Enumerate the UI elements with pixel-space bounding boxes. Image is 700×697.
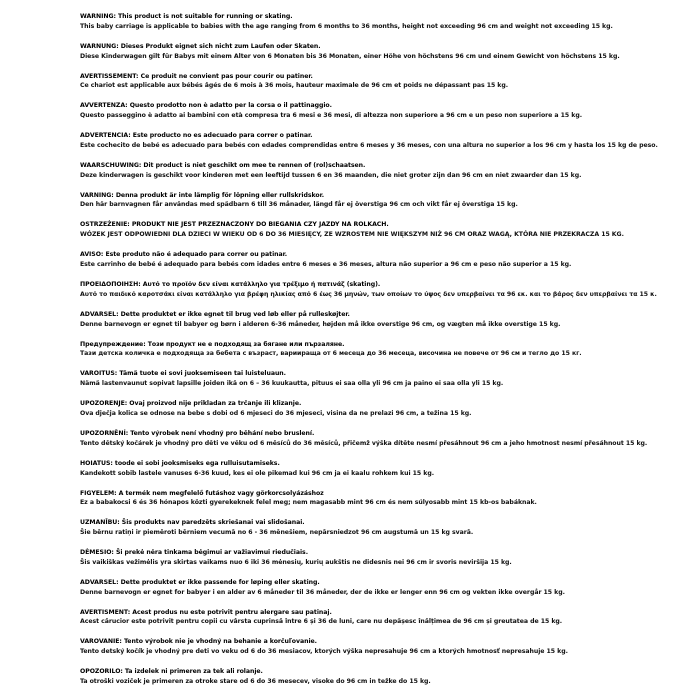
warning-heading: ADVARSEL: Dette produktet er ikke egnet til brug ved løb eller på rulleskøjter. — [80, 310, 350, 318]
warning-block-croatian — [80, 399, 685, 419]
warning-heading: Предупреждение: Този продукт не е подходящ за бягане или пързаляне. — [80, 340, 345, 348]
warning-heading: WARNING: This product is not suitable for running or skating. — [80, 13, 293, 20]
warning-block-norwegian — [80, 578, 685, 598]
warning-text: Denne barnevogn er egnet for babyer i en alder av 6 måneder til 36 måneder, der de ikke er lenger enn 96 cm og vekten ikke overgår 15 kg. — [80, 588, 565, 596]
warning-heading: OPOZORILO: Ta izdelek ni primeren za tek ali rolanje. — [80, 668, 263, 676]
warning-text: Acest cărucior este potrivit pentru copii cu vârsta cuprinsă între 6 și 36 de luni, care nu depășesc înălțimea de 96 cm și greutatea de 15 kg. — [80, 618, 563, 626]
warning-block-slovak — [80, 637, 685, 657]
warning-block-spanish — [80, 131, 685, 151]
warning-text: Denne barnevogn er egnet til babyer og børn i alderen 6-36 måneder, højden må ikke overstige 96 cm, og vægten må ikke overstige 15 kg. — [80, 320, 561, 328]
warning-block-czech — [80, 429, 685, 449]
warning-heading: OSTRZEŻENIE: PRODUKT NIE JEST PRZEZNACZONY DO BIEGANIA CZY JAZDY NA ROLKACH. — [80, 221, 389, 229]
warning-heading: UPOZORENJE: Ovaj proizvod nije prikladan za trčanje ili klizanje. — [80, 400, 302, 408]
warning-heading: HOIATUS: toode ei sobi jooksmiseks ega rulluisutamiseks. — [80, 459, 280, 467]
warning-block-bulgarian — [80, 340, 685, 360]
warning-heading: DĖMESIO: Ši prekė nėra tinkama bėgimui ar važiavimui riedučiais. — [80, 549, 308, 557]
warning-block-lithuanian — [80, 548, 685, 568]
warning-heading: UZMANĪBU: Šis produkts nav paredzēts skriešanai vai slidošanai. — [80, 519, 305, 527]
warning-text: WÓZEK JEST ODPOWIEDNI DLA DZIECI W WIEKU OD 6 DO 36 MIESIĘCY, ZE WZROSTEM NIE WIĘKSZYM NIŻ 96 CM ORAZ WAGĄ, KTÓRA NIE PRZEKRACZA 15 KG. — [80, 231, 624, 239]
warning-text: Questo passeggino è adatto ai bambini con età compresa tra 6 mesi e 36 mesi, di altezza non superiore a 96 cm e un peso non superiore a 15 kg. — [80, 112, 583, 120]
warning-heading: WARNUNG: Dieses Produkt eignet sich nicht zum Laufen oder Skaten. — [80, 42, 321, 50]
warning-text: Tento dětský kočárek je vhodný pro děti ve věku od 6 měsíců do 36 měsíců, přičemž výška dítěte nesmí přesáhnout 96 cm a jeho hmotnost nesmí přesáhnout 15 kg. — [80, 439, 648, 447]
warning-text: Αυτό το παιδικό καροτσάκι είναι κατάλληλο για βρέφη ηλικίας από 6 έως 36 μηνών, των οποίων το ύψος δεν υπερβαίνει τα 96 εκ. και το βάρος δεν υπερβαίνει τα 15 κ. — [80, 290, 657, 298]
warning-text: Ta otroški voziček je primeren za otroke stare od 6 do 36 mesecev, visoke do 96 cm in težke do 15 kg. — [80, 677, 431, 685]
warning-text: Nämä lastenvaunut sopivat lapsille joiden ikä on 6 – 36 kuukautta, pituus ei saa olla yli 96 cm ja paino ei saa olla yli 15 kg. — [80, 380, 504, 388]
warning-block-italian — [80, 101, 685, 121]
warning-heading: VAROVANIE: Tento výrobok nie je vhodný na behanie a korčuľovanie. — [80, 638, 317, 646]
warning-heading: AVISO: Este produto não é adequado para correr ou patinar. — [80, 251, 288, 259]
warning-text: Ova dječja kolica se odnose na bebe s dobi od 6 mjeseci do 36 mjeseci, visina da ne prelazi 96 cm, a težina 15 kg. — [80, 409, 472, 417]
warning-block-hungarian — [80, 489, 685, 509]
warning-heading: ADVERTENCIA: Este producto no es adecuado para correr o patinar. — [80, 132, 313, 140]
warning-heading: VARNING: Denna produkt är inte lämplig för löpning eller rullskridskor. — [80, 191, 325, 199]
warning-text: Tento detský kočík je vhodný pre deti vo veku od 6 do 36 mesiacov, ktorých výška nepresahuje 96 cm a ktorých hmotnosť nepresahuje 15 kg. — [80, 648, 568, 656]
warning-heading: ADVARSEL: Dette produktet er ikke passende for løping eller skating. — [80, 578, 320, 586]
warning-block-german — [80, 42, 685, 62]
warning-block-estonian — [80, 459, 685, 479]
warning-text: Kandekott sobib lastele vanuses 6-36 kuud, kes ei ole pikemad kui 96 cm ja ei kaalu rohkem kui 15 kg. — [80, 469, 435, 477]
warning-text: Ez a babakocsi 6 és 36 hónapos közti gyerekeknek felel meg; nem magasabb mint 96 cm és nem súlyosabb mint 15 kb-os babáknak. — [80, 499, 537, 507]
warning-block-romanian — [80, 608, 685, 628]
warning-text: Ce chariot est applicable aux bébés âgés de 6 mois à 36 mois, hauteur maximale de 96 cm et poids ne dépassant pas 15 kg. — [80, 82, 509, 90]
warning-heading: AVERTISSEMENT: Ce produit ne convient pas pour courir ou patiner. — [80, 72, 313, 80]
warning-block-dutch — [80, 161, 685, 181]
warning-heading: FIGYELEM: A termék nem megfelelő futáshoz vagy görkorcsolyázáshoz — [80, 489, 324, 497]
warning-text: Deze kinderwagen is geschikt voor kinderen met een leeftijd tussen 6 en 36 maanden, die niet groter zijn dan 96 cm en niet zwaarder dan 15 kg. — [80, 171, 582, 179]
warning-block-latvian — [80, 518, 685, 538]
warning-heading: WAARSCHUWING: Dit product is niet geschikt om mee te rennen of (rol)schaatsen. — [80, 161, 366, 169]
warning-block-french — [80, 72, 685, 92]
warning-text: Este carrinho de bebé é adequado para bebés com idades entre 6 meses e 36 meses, altura não superior a 96 cm e peso não superior a 15 kg. — [80, 261, 572, 269]
warning-block-swedish — [80, 191, 685, 211]
warning-block-slovenian — [80, 667, 685, 687]
warning-text: Den här barnvagnen får användas med spädbarn 6 till 36 månader, längd får ej överstiga 96 cm och vikt får ej överstiga 15 kg. — [80, 201, 518, 209]
warning-block-polish — [80, 220, 685, 240]
warning-heading: VAROITUS: Tämä tuote ei sovi juoksemiseen tai luisteluaun. — [80, 370, 286, 378]
warning-block-english — [80, 12, 685, 32]
warning-block-finnish — [80, 369, 685, 389]
warning-heading: UPOZORNĚNÍ: Tento výrobek není vhodný pro běhání nebo bruslení. — [80, 429, 315, 437]
warning-heading: ΠΡΟΕΙΔΟΠΟΙΗΣΗ: Αυτό το προϊόν δεν είναι κατάλληλο για τρέξιμο ή πατινάζ (skating). — [80, 281, 381, 289]
warning-heading: AVERTISMENT: Acest produs nu este potrivit pentru alergare sau patinaj. — [80, 608, 332, 616]
warning-block-portuguese — [80, 250, 685, 270]
warning-block-greek — [80, 280, 685, 300]
warning-heading: AVVERTENZA: Questo prodotto non è adatto per la corsa o il pattinaggio. — [80, 102, 332, 110]
warning-text: This baby carriage is applicable to babies with the age ranging from 6 months to 36 months, height not exceeding 96 cm and weight not exceeding 15 kg. — [80, 22, 613, 30]
warning-text: Šis vaikiškas vežimėlis yra skirtas vaikams nuo 6 iki 36 mėnesių, kurių aukštis ne didesnis nei 96 cm ir svoris neviršija 15 kg. — [80, 558, 512, 566]
warning-text: Šie bērnu ratiņi ir piemēroti bērniem vecumā no 6 - 36 mēnešiem, nepārsniedzot 96 cm augstumā un 15 kg svarā. — [80, 529, 474, 537]
warning-text: Diese Kinderwagen gilt für Babys mit einem Alter von 6 Monaten bis 36 Monaten, einer Höhe von höchstens 96 cm und einem Gewicht von höchstens 15 kg. — [80, 52, 620, 60]
multilingual-warnings-list — [80, 12, 685, 697]
warning-text: Тази детска количка е подходяща за бебета с възраст, вариираща от 6 месеца до 36 месеца, височина не повече от 96 см и тегло до 15 кг. — [80, 350, 582, 358]
warning-text: Este cochecito de bebé es adecuado para bebés con edades comprendidas entre 6 meses y 36 meses, con una altura no superior a los 96 cm y hasta los 15 kg de peso. — [80, 141, 658, 149]
warning-block-danish — [80, 310, 685, 330]
